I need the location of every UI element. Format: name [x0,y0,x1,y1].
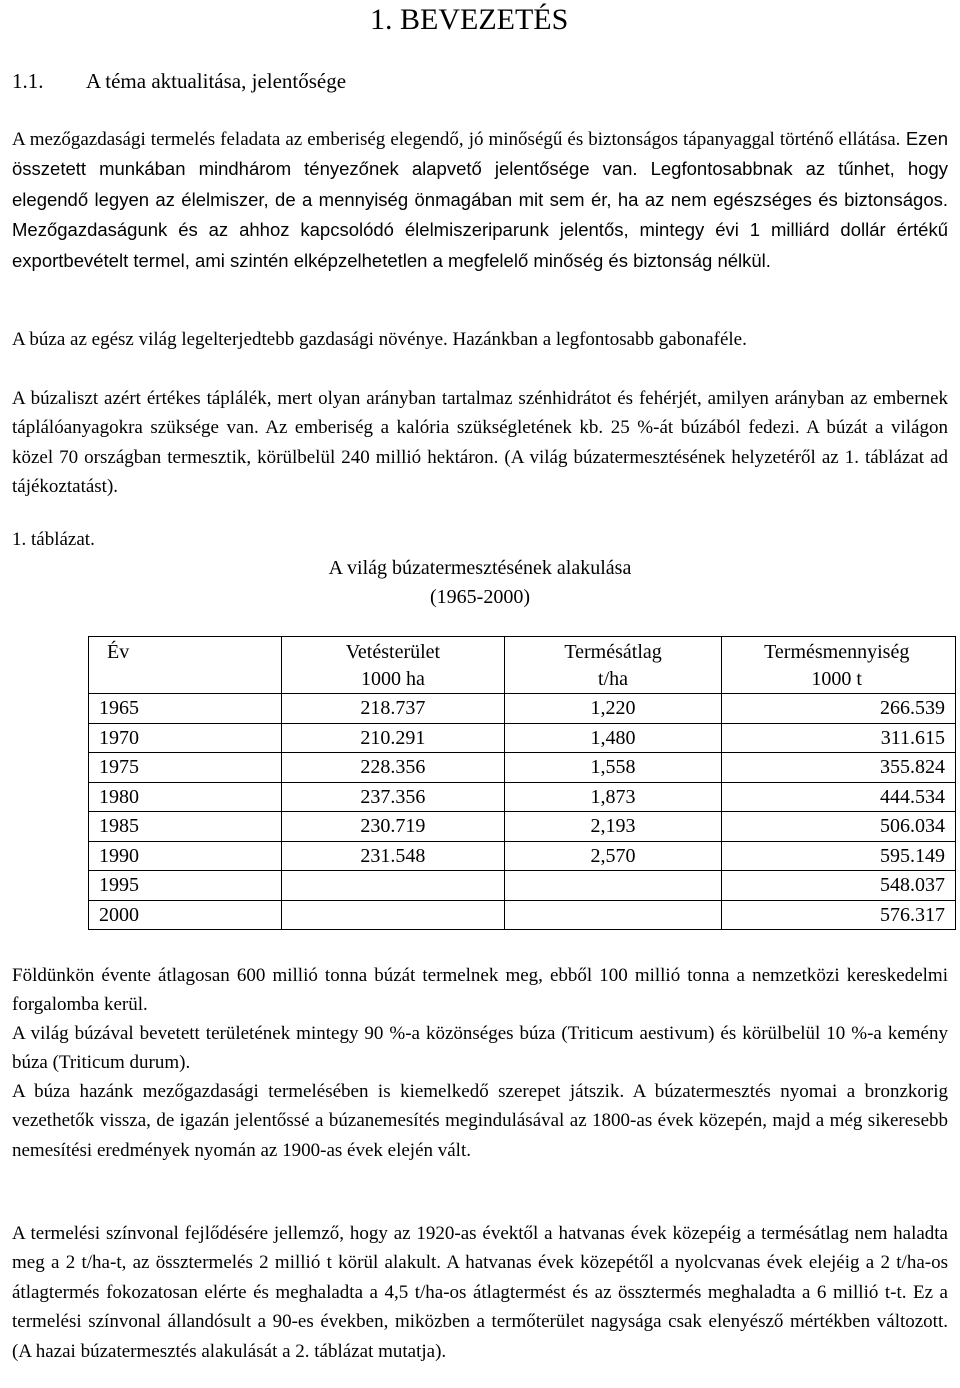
cell-production: 444.534 [722,782,956,812]
cell-production: 595.149 [722,841,956,871]
cell-area: 218.737 [282,694,505,724]
cell-production: 266.539 [722,694,956,724]
cell-year: 1985 [89,812,282,842]
cell-year: 1995 [89,871,282,901]
cell-yield: 1,873 [504,782,722,812]
paragraph-annual-production: Földünkön évente átlagosan 600 millió tonna búzát termelnek meg, ebből 100 millió tonna a nemzetközi kereskedelmi forgalomba kerül. [12,965,948,1016]
table-caption [0,554,960,612]
cell-area: 231.548 [282,841,505,871]
cell-year: 1970 [89,723,282,753]
cell-production: 576.317 [722,900,956,930]
paragraph-wheat: A búza az egész világ legelterjedtebb gazdasági növénye. Hazánkban a legfontosabb gabonaféle. [12,329,747,350]
cell-production: 355.824 [722,753,956,783]
cell-area [282,871,505,901]
cell-yield: 2,193 [504,812,722,842]
table-row [89,723,956,753]
header-area: Vetésterület 1000 ha [282,637,505,694]
table-row [89,841,956,871]
cell-area: 228.356 [282,753,505,783]
table-row [89,782,956,812]
section-number: 1.1. [12,69,44,93]
cell-production: 548.037 [722,871,956,901]
cell-year: 2000 [89,900,282,930]
paragraph-flour: A búzaliszt azért értékes táplálék, mert olyan arányban tartalmaz szénhidrátot és fehérjét, amilyen arányban az embernek táplálóanyagokra szüksége van. Az emberiség a kalória szükségletének kb. 25 %-át búzából fedezi. A búzát a világon közel 70 országban termesztik, körülbelül 240 millió hektáron. (A világ búzatermesztésének helyzetéről az 1. táblázat ad tájékoztatást). [12,388,948,498]
header-production: Termésmennyiség 1000 t [722,637,956,694]
cell-area: 210.291 [282,723,505,753]
header-year: Év [89,637,282,694]
table-row [89,694,956,724]
cell-yield: 1,480 [504,723,722,753]
cell-area: 237.356 [282,782,505,812]
section-title: A téma aktualitása, jelentősége [86,69,347,93]
table-row [89,812,956,842]
table-row [89,871,956,901]
cell-year: 1965 [89,694,282,724]
cell-production: 311.615 [722,723,956,753]
table-row [89,900,956,930]
cell-yield [504,900,722,930]
cell-production: 506.034 [722,812,956,842]
paragraph-history: A búza hazánk mezőgazdasági termelésében is kiemelkedő szerepet játszik. A búzatermesztés nyomai a bronzkorig vezethetők vissza, de igazán jelentőssé a búzanemesítés megindulásával az 1800-as évek közepén, majd a még sikeresebb nemesítési eredmények nyomán az 1900-as évek elején vált. [12,1081,948,1161]
cell-year: 1990 [89,841,282,871]
paragraph-intro [12,124,948,276]
cell-year: 1975 [89,753,282,783]
table-label: 1. táblázat. [12,529,95,550]
wheat-production-table [88,636,956,930]
paragraph-intro-sans: Ezen összetett munkában mindhárom tényezőnek alapvető jelentősége van. Legfontosabbnak az tűnhet, hogy elegendő legyen az élelmiszer, de a mennyiség önmagában mit sem ér, ha az nem egészséges és biztonságos. Mezőgazdaságunk és az ahhoz kapcsolódó élelmiszeriparunk jelentős, mintegy évi 1 milliárd dollár értékű exportbevételt termel, ami szintén elképzelhetetlen a megfelelő minőség és biztonság nélkül. [12,128,948,271]
paragraph-intro-serif: A mezőgazdasági termelés feladata az emberiség elegendő, jó minőségű és biztonságos tápanyaggal történő ellátása. [12,129,901,150]
paragraph-development: A termelési színvonal fejlődésére jellemző, hogy az 1920-as évektől a hatvanas évek közepéig a termésátlag nem haladta meg a 2 t/ha-t, az össztermelés 2 millió t körül alakult. A hatvanas évek közepétől a nyolcvanas évek elejéig a 2 t/ha-os átlagtermés fokozatosan elérte és meghaladta a 4,5 t/ha-os átlagtermést és az össztermés meghaladta a 6 millió t-t. Ez a termelési színvonal állandósult a 90-es években, miközben a termőterület nagysága csak elenyésző mértékben változott. (A hazai búzatermesztés alakulását a 2. táblázat mutatja). [12,1223,948,1362]
section-heading [12,66,346,96]
chapter-title: 1. BEVEZETÉS [370,3,569,36]
cell-yield: 2,570 [504,841,722,871]
cell-area: 230.719 [282,812,505,842]
paragraph-wheat-types: A világ búzával bevetett területének mintegy 90 %-a közönséges búza (Triticum aestivum) és körülbelül 10 %-a kemény búza (Triticum durum). [12,1023,948,1074]
table-header-row [89,637,956,694]
header-yield: Termésátlag t/ha [504,637,722,694]
cell-area [282,900,505,930]
cell-yield [504,871,722,901]
table-row [89,753,956,783]
cell-yield: 1,220 [504,694,722,724]
table-caption-years: (1965-2000) [430,586,530,608]
cell-yield: 1,558 [504,753,722,783]
cell-year: 1980 [89,782,282,812]
table-caption-title: A világ búzatermesztésének alakulása [328,557,632,579]
